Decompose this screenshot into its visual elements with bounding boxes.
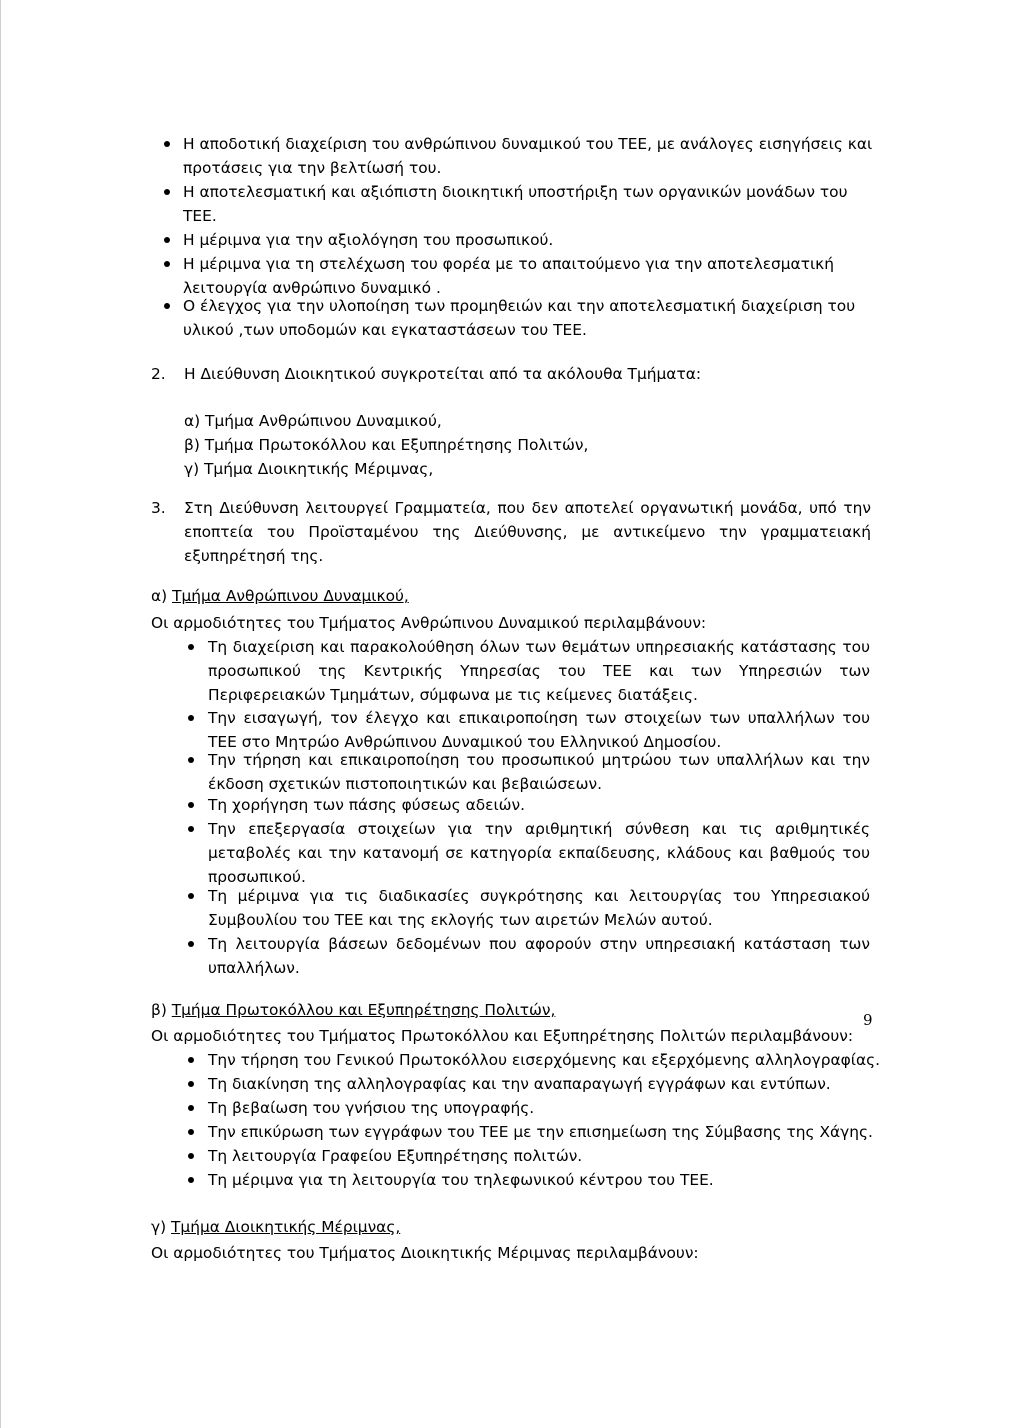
list-item [208,1048,908,1072]
bullet-icon [188,644,194,650]
list-item [208,793,870,817]
list-item-text: Η αποδοτική διαχείριση του ανθρώπινου δυναμικού του ΤΕΕ, με ανάλογες εισηγήσεις και προτάσεις για την βελτίωσή του. [183,135,873,177]
bullet-icon [188,941,194,947]
section-prefix: γ) [151,1218,167,1236]
list-item [183,228,873,252]
section-prefix: β) [151,1001,167,1019]
section-title: Τμήμα Διοικητικής Μέριμνας, [171,1218,401,1236]
list-item [183,132,873,180]
numbered-paragraph-3 [151,496,871,568]
list-item-text: Τη λειτουργία Γραφείου Εξυπηρέτησης πολιτών. [208,1147,583,1165]
list-item-text: Την τήρηση του Γενικού Πρωτοκόλλου εισερχόμενης και εξερχόμενης αλληλογραφίας. [208,1051,881,1069]
section-heading-c [151,1215,871,1239]
paragraph-text: Η Διεύθυνση Διοικητικού συγκροτείται από τα ακόλουθα Τμήματα: [184,365,702,383]
numbered-paragraph-2 [151,362,871,386]
list-item [208,1144,908,1168]
bullet-icon [188,802,194,808]
list-item-text: Ο έλεγχος για την υλοποίηση των προμηθειών και την αποτελεσματική διαχείριση του υλικού ,των υποδομών και εγκαταστάσεων του ΤΕΕ. [183,297,856,339]
paragraph-number: 3. [151,499,166,517]
department-list-item: γ) Τμήμα Διοικητικής Μέριμνας, [184,460,434,478]
list-item [208,1072,908,1096]
bullet-icon [188,715,194,721]
bullet-icon [188,1057,194,1063]
bullet-icon [188,1153,194,1159]
list-item-text: Την επικύρωση των εγγράφων του ΤΕΕ με την επισημείωση της Σύμβασης της Χάγης. [208,1123,873,1141]
list-item-text: Τη μέριμνα για τις διαδικασίες συγκρότησης και λειτουργίας του Υπηρεσιακού Συμβουλίου του ΤΕΕ και της εκλογής των αιρετών Μελών αυτού. [208,887,870,929]
bullet-icon [188,1177,194,1183]
department-list-item: β) Τμήμα Πρωτοκόλλου και Εξυπηρέτησης Πολιτών, [184,436,589,454]
section-title: Τμήμα Ανθρώπινου Δυναμικού, [172,587,409,605]
bullet-icon [188,1105,194,1111]
list-item-text: Η μέριμνα για τη στελέχωση του φορέα με το απαιτούμενο για την αποτελεσματική λειτουργία ανθρώπινο δυναμικό . [183,255,835,297]
list-item [208,1120,908,1144]
list-item [208,932,870,980]
bullet-icon [188,893,194,899]
list-item [208,748,870,796]
list-item [183,294,873,342]
section-heading-a [151,584,871,608]
list-item-text: Τη χορήγηση των πάσης φύσεως αδειών. [208,796,526,814]
list-item-text: Τη βεβαίωση του γνήσιου της υπογραφής. [208,1099,535,1117]
list-item [183,180,873,228]
section-heading-b [151,998,871,1022]
paragraph-text: Στη Διεύθυνση λειτουργεί Γραμματεία, που δεν αποτελεί οργανωτική μονάδα, υπό την εποπτεία του Προϊσταμένου της Διεύθυνσης, με αντικείμενο την γραμματειακή εξυπηρέτησή της. [184,499,871,565]
list-item [208,884,870,932]
list-item-text: Τη μέριμνα για τη λειτουργία του τηλεφωνικού κέντρου του ΤΕΕ. [208,1171,714,1189]
bullet-icon [188,1081,194,1087]
bullet-icon [164,189,170,195]
section-intro: Οι αρμοδιότητες του Τμήματος Πρωτοκόλλου και Εξυπηρέτησης Πολιτών περιλαμβάνουν: [151,1027,854,1045]
list-item-text: Την εισαγωγή, τον έλεγχο και επικαιροποίηση των στοιχείων των υπαλλήλων του ΤΕΕ στο Μητρώο Ανθρώπινου Δυναμικού του Ελληνικού Δημοσίου. [208,709,870,751]
list-item [208,817,870,889]
list-item-text: Την τήρηση και επικαιροποίηση του προσωπικού μητρώου των υπαλλήλων και την έκδοση σχετικών πιστοποιητικών και βεβαιώσεων. [208,751,870,793]
list-item-text: Τη λειτουργία βάσεων δεδομένων που αφορούν στην υπηρεσιακή κατάσταση των υπαλλήλων. [208,935,870,977]
bullet-icon [188,826,194,832]
list-item [208,1168,908,1192]
paragraph-number: 2. [151,365,166,383]
list-item-text: Τη διαχείριση και παρακολούθηση όλων των θεμάτων υπηρεσιακής κατάστασης του προσωπικού της Κεντρικής Υπηρεσίας του ΤΕΕ και των Υπηρεσιών των Περιφερειακών Τμημάτων, σύμφωνα με τις κείμενες διατάξεις. [208,638,870,704]
list-item [208,706,870,754]
section-intro: Οι αρμοδιότητες του Τμήματος Διοικητικής Μέριμνας περιλαμβάνουν: [151,1244,699,1262]
department-list-item: α) Τμήμα Ανθρώπινου Δυναμικού, [184,412,442,430]
bullet-icon [164,141,170,147]
list-item-text: Η μέριμνα για την αξιολόγηση του προσωπικού. [183,231,554,249]
section-prefix: α) [151,587,168,605]
bullet-icon [164,237,170,243]
bullet-icon [188,1129,194,1135]
bullet-icon [188,757,194,763]
list-item-text: Την επεξεργασία στοιχείων για την αριθμητική σύνθεση και τις αριθμητικές μεταβολές και την κατανομή σε κατηγορία εκπαίδευσης, κλάδους και βαθμούς του προσωπικού. [208,820,870,886]
list-item-text: Η αποτελεσματική και αξιόπιστη διοικητική υποστήριξη των οργανικών μονάδων του ΤΕΕ. [183,183,848,225]
list-item [208,635,870,707]
list-item-text: Τη διακίνηση της αλληλογραφίας και την αναπαραγωγή εγγράφων και εντύπων. [208,1075,831,1093]
list-item [183,252,873,300]
list-item [208,1096,908,1120]
bullet-icon [164,303,170,309]
page-number: 9 [863,1011,873,1029]
section-title: Τμήμα Πρωτοκόλλου και Εξυπηρέτησης Πολιτών, [171,1001,556,1019]
section-intro: Οι αρμοδιότητες του Τμήματος Ανθρώπινου Δυναμικού περιλαμβάνουν: [151,614,707,632]
bullet-icon [164,261,170,267]
